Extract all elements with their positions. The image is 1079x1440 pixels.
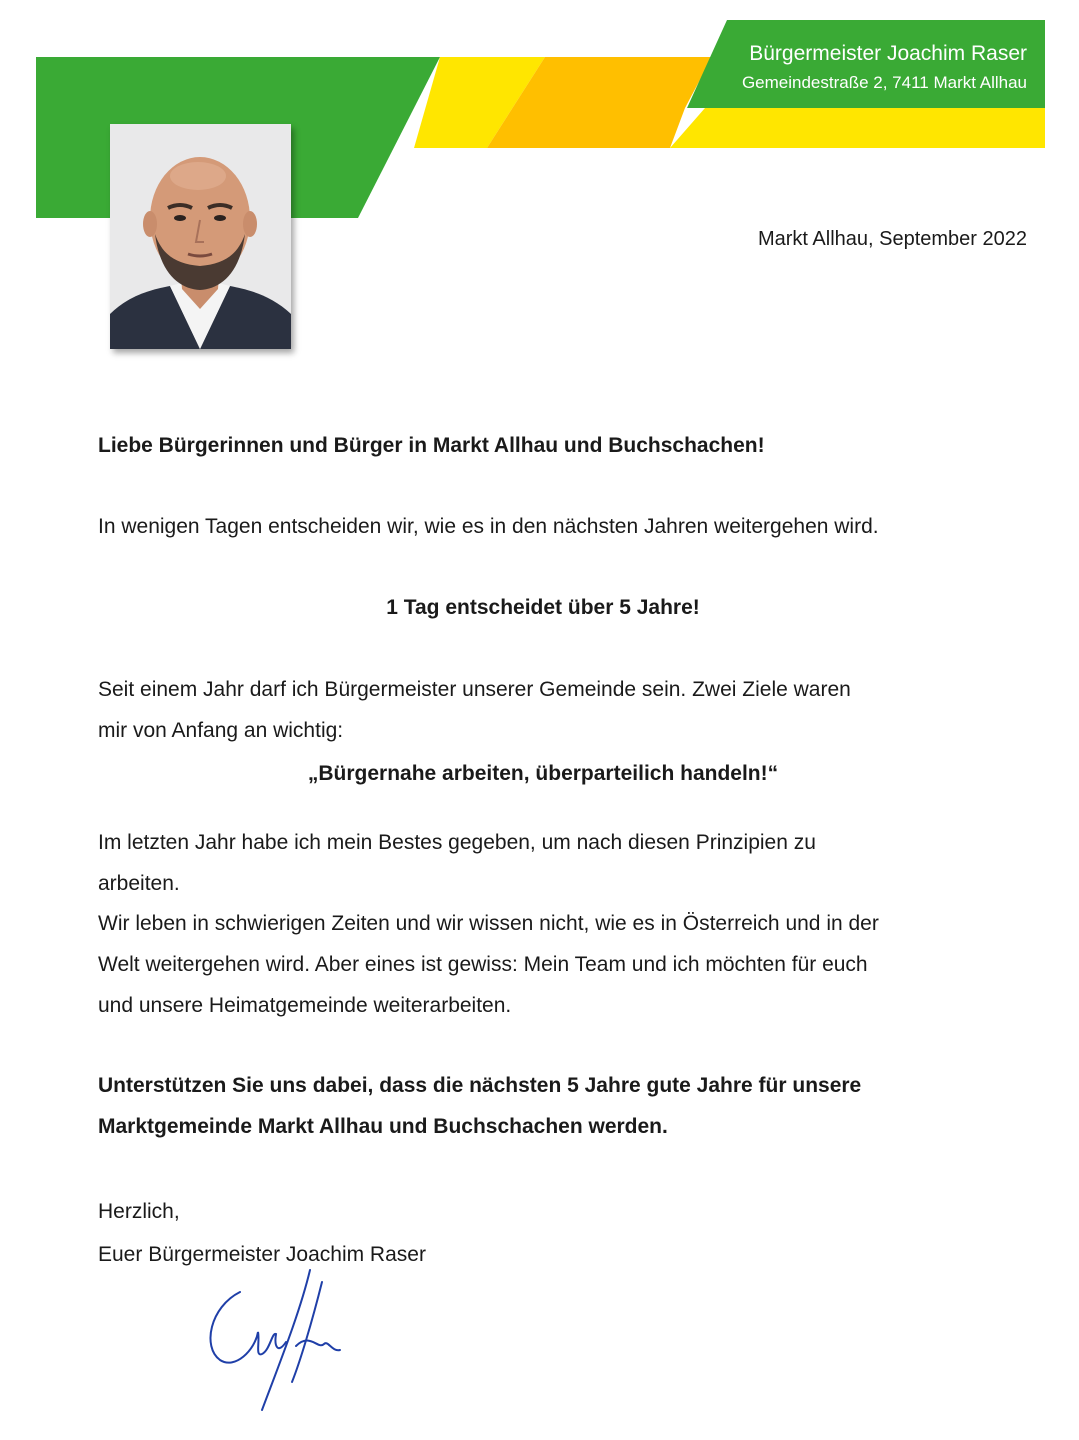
intro-paragraph: In wenigen Tagen entscheiden wir, wie es in den nächsten Jahren weitergehen wird. xyxy=(98,515,879,538)
header-address: Gemeindestraße 2, 7411 Markt Allhau xyxy=(741,73,1027,92)
paragraph-line: arbeiten. xyxy=(98,872,180,895)
paragraph-line: und unsere Heimatgemeinde weiterarbeiten. xyxy=(98,994,512,1017)
appeal-line: Unterstützen Sie uns dabei, dass die nächsten 5 Jahre gute Jahre für unsere xyxy=(98,1074,862,1097)
closing: Herzlich, xyxy=(98,1200,180,1223)
greeting: Liebe Bürgerinnen und Bürger in Markt Allhau und Buchschachen! xyxy=(98,434,765,457)
header-name: Bürgermeister Joachim Raser xyxy=(749,42,1027,65)
motto: „Bürgernahe arbeiten, überparteilich handeln!“ xyxy=(307,762,779,785)
paragraph-line: Welt weitergehen wird. Aber eines ist gewiss: Mein Team und ich möchten für euch xyxy=(98,953,868,976)
appeal-line: Marktgemeinde Markt Allhau und Buchschachen werden. xyxy=(98,1115,668,1138)
banner-yellow-right xyxy=(670,108,1045,148)
sign-off: Euer Bürgermeister Joachim Raser xyxy=(98,1243,426,1266)
portrait-photo xyxy=(110,124,291,349)
paragraph-line: Wir leben in schwierigen Zeiten und wir wissen nicht, wie es in Österreich und in der xyxy=(98,912,879,935)
paragraph-line: mir von Anfang an wichtig: xyxy=(98,719,344,742)
date-line: Markt Allhau, September 2022 xyxy=(757,228,1027,250)
headline: 1 Tag entscheidet über 5 Jahre! xyxy=(386,596,700,619)
paragraph-line: Im letzten Jahr habe ich mein Bestes gegeben, um nach diesen Prinzipien zu xyxy=(98,831,816,854)
paragraph-line: Seit einem Jahr darf ich Bürgermeister unserer Gemeinde sein. Zwei Ziele waren xyxy=(98,678,851,701)
signature-icon xyxy=(200,1262,350,1412)
